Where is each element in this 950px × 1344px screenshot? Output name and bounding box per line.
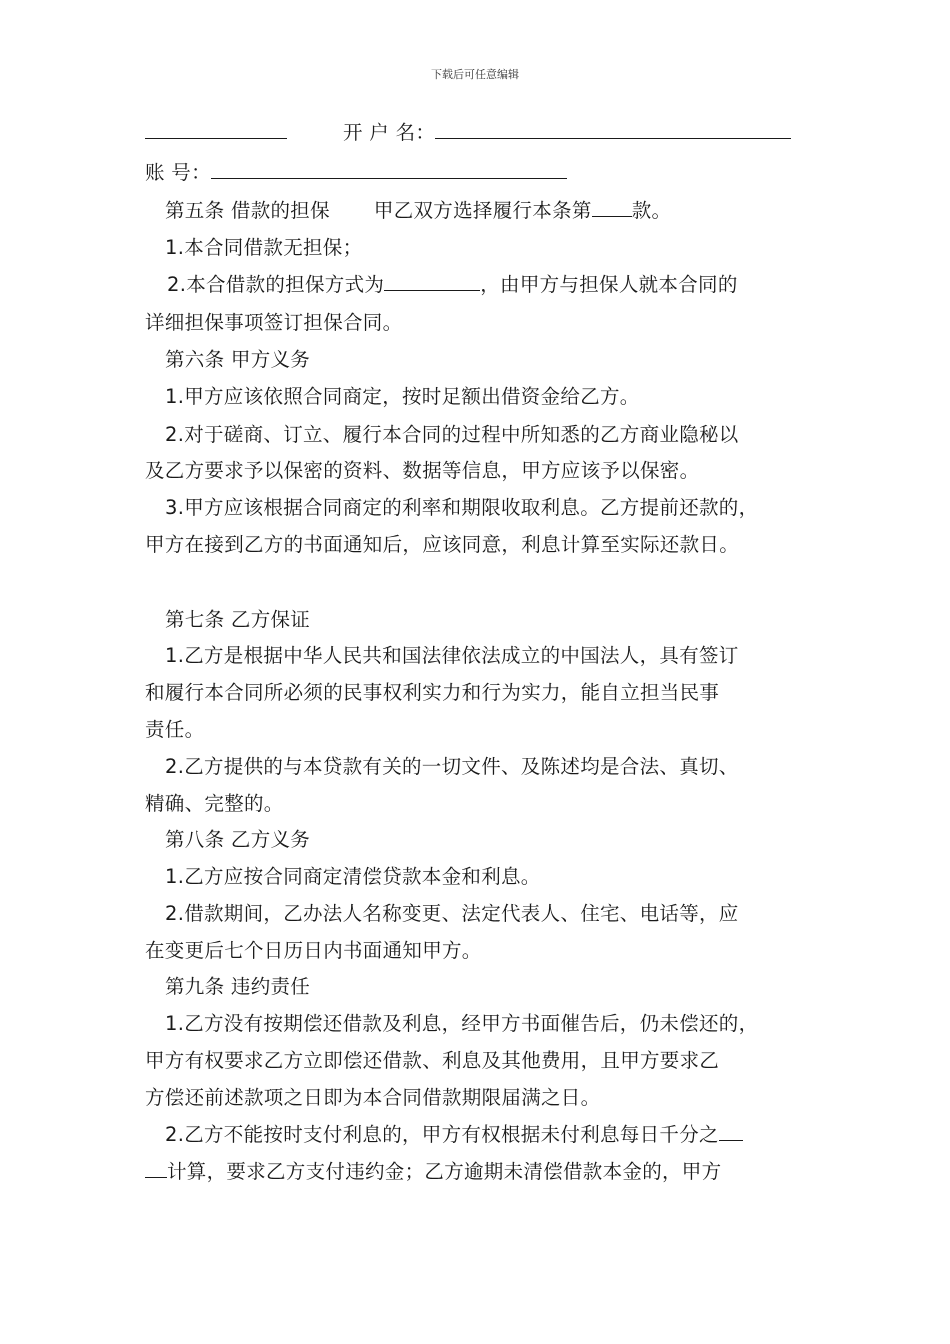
- article-6-title: 第六条 甲方义务: [165, 348, 311, 371]
- blank-line: [145, 118, 287, 139]
- article-9-item-1: 1.乙方没有按期偿还借款及利息，经甲方书面催告后，仍未偿还的，: [165, 1012, 759, 1035]
- article-5-title-row: [145, 196, 845, 226]
- account-number-row: [145, 158, 825, 188]
- article-7-item-1-cont2: 责任。: [145, 718, 205, 741]
- article-5-item-2-cont: 详细担保事项签订担保合同。: [145, 311, 403, 334]
- account-name-row: [145, 118, 825, 148]
- article-6-item-3: 3.甲方应该根据合同商定的利率和期限收取利息。乙方提前还款的，: [165, 496, 759, 519]
- article-7-item-2-cont: 精确、完整的。: [145, 792, 284, 815]
- article-9-item-2: [145, 1120, 845, 1150]
- article-5-choice-text: 甲乙双方选择履行本条第: [373, 199, 592, 222]
- article-6-item-3-cont: 甲方在接到乙方的书面通知后，应该同意，利息计算至实际还款日。: [145, 533, 740, 556]
- article-9-item-2-text-cont: 计算，要求乙方支付违约金；乙方逾期未清偿借款本金的，甲方: [167, 1160, 722, 1183]
- article-7-item-2: 2.乙方提供的与本贷款有关的一切文件、及陈述均是合法、真切、: [165, 755, 739, 778]
- article-8-item-1: 1.乙方应按合同商定清偿贷款本金和利息。: [165, 865, 541, 888]
- article-6-item-2: 2.对于磋商、订立、履行本合同的过程中所知悉的乙方商业隐秘以: [165, 423, 739, 446]
- account-name-blank: [435, 118, 791, 139]
- article-5-title: 第五条 借款的担保: [165, 199, 330, 222]
- article-5-item-1: 1.本合同借款无担保；: [165, 236, 363, 259]
- penalty-rate-blank-cont: [145, 1157, 167, 1178]
- article-7-item-1: 1.乙方是根据中华人民共和国法律依法成立的中国法人，具有签订: [165, 644, 739, 667]
- account-number-blank: [211, 158, 567, 179]
- article-9-item-2-cont: [145, 1157, 825, 1187]
- article-8-item-2-cont: 在变更后七个日历日内书面通知甲方。: [145, 939, 482, 962]
- article-7-item-1-cont: 和履行本合同所必须的民事权利实力和行为实力，能自立担当民事: [145, 681, 720, 704]
- article-5-choice-suffix: 款。: [631, 199, 672, 222]
- article-7-title: 第七条 乙方保证: [165, 608, 311, 631]
- article-9-title: 第九条 违约责任: [165, 975, 311, 998]
- page-header-note: 下载后可任意编辑: [431, 68, 519, 81]
- account-number-label: 账 号：: [145, 161, 211, 184]
- article-8-item-2: 2.借款期间，乙办法人名称变更、法定代表人、住宅、电话等，应: [165, 902, 739, 925]
- article-5-item-2-text: 2.本合借款的担保方式为: [167, 273, 385, 296]
- article-5-choice-blank: [592, 196, 632, 217]
- article-5-item-2-text-cont: ，由甲方与担保人就本合同的: [480, 273, 738, 296]
- article-8-title: 第八条 乙方义务: [165, 828, 311, 851]
- account-name-label: 开 户 名：: [343, 121, 436, 144]
- guarantee-method-blank: [384, 270, 480, 291]
- article-9-item-1-cont2: 方偿还前述款项之日即为本合同借款期限届满之日。: [145, 1086, 601, 1109]
- article-9-item-1-cont: 甲方有权要求乙方立即偿还借款、利息及其他费用，且甲方要求乙: [145, 1049, 720, 1072]
- article-6-item-2-cont: 及乙方要求予以保密的资料、数据等信息，甲方应该予以保密。: [145, 459, 700, 482]
- article-9-item-2-text: 2.乙方不能按时支付利息的，甲方有权根据未付利息每日千分之: [165, 1123, 719, 1146]
- article-5-item-2: [145, 270, 847, 300]
- article-6-item-1: 1.甲方应该依照合同商定，按时足额出借资金给乙方。: [165, 385, 640, 408]
- penalty-rate-blank: [719, 1120, 743, 1141]
